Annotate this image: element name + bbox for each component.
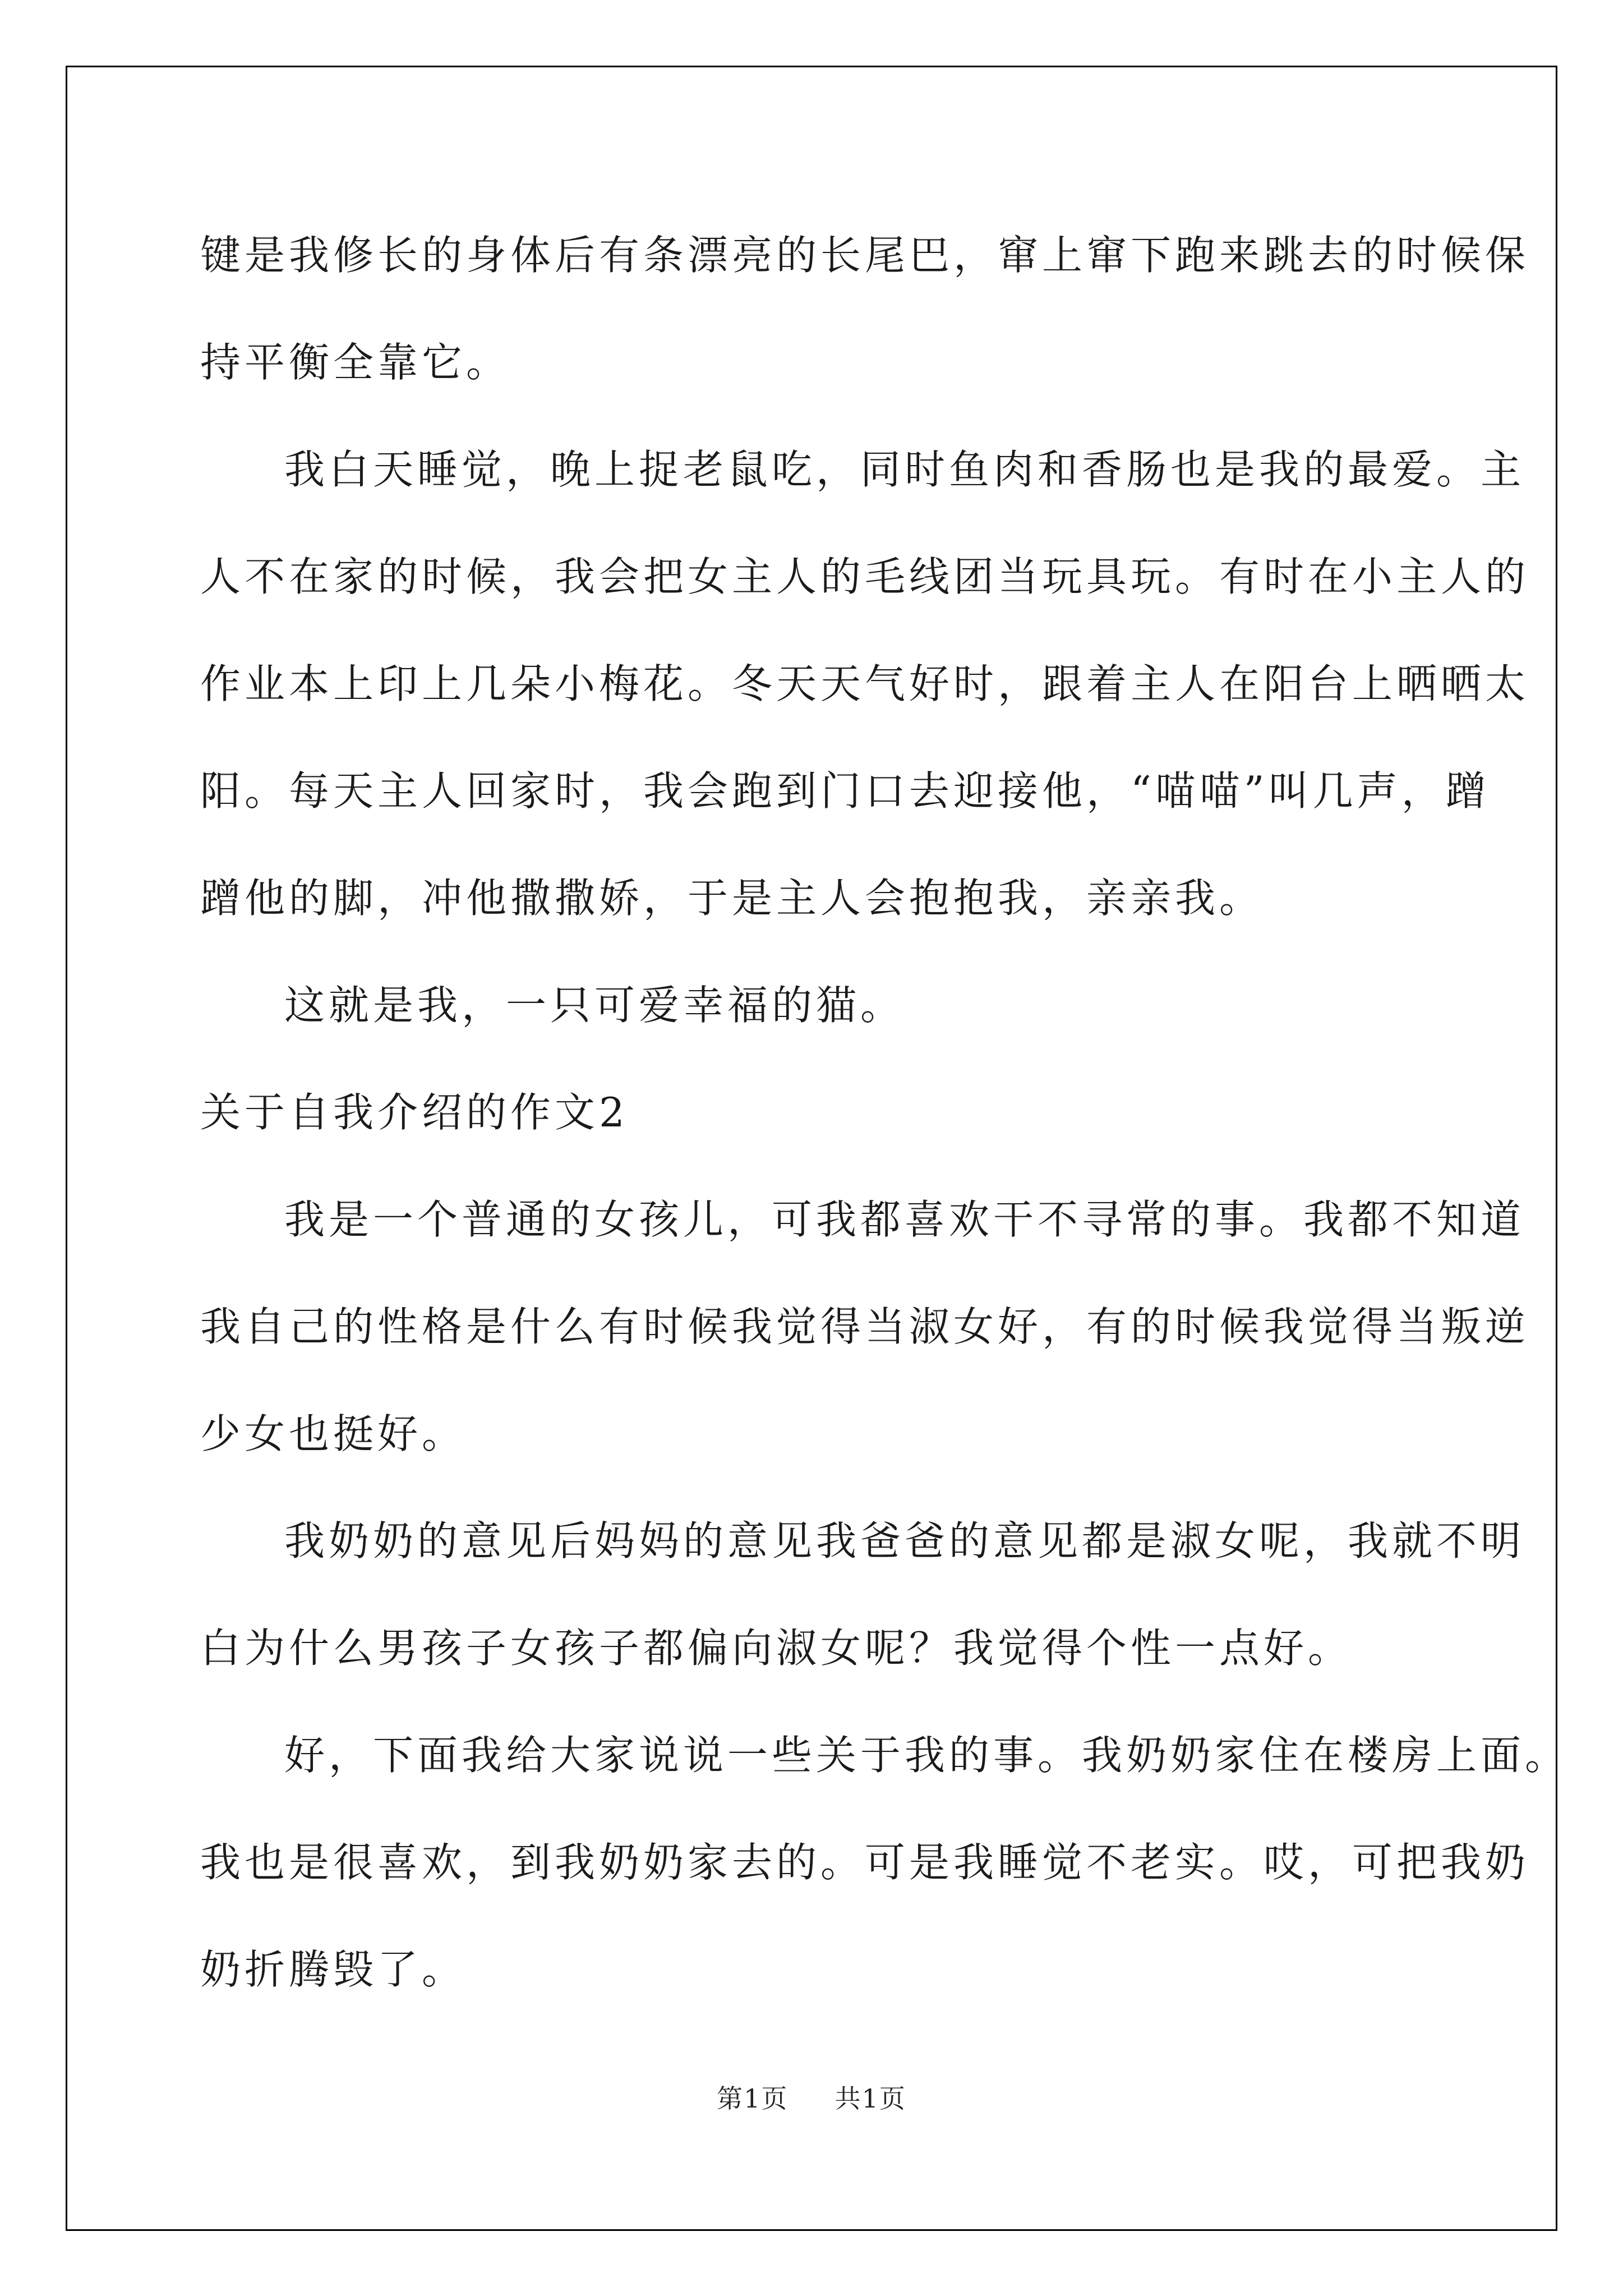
paragraph-line: 这就是我，一只可爱幸福的猫。 bbox=[284, 982, 905, 1029]
section-title: 关于自我介绍的作文2 bbox=[200, 1089, 629, 1136]
paragraph-line: 我是一个普通的女孩儿，可我都喜欢干不寻常的事。我都不知道 bbox=[284, 1196, 1525, 1243]
paragraph-line: 少女也挺好。 bbox=[200, 1410, 467, 1457]
document-body bbox=[200, 202, 1570, 2023]
paragraph-line: 持平衡全靠它。 bbox=[200, 339, 511, 386]
paragraph-line: 蹭他的脚，冲他撒撒娇，于是主人会抱抱我，亲亲我。 bbox=[200, 875, 1264, 922]
paragraph-line: 我白天睡觉，晚上捉老鼠吃，同时鱼肉和香肠也是我的最爱。主 bbox=[284, 446, 1525, 493]
paragraph-line: 人不在家的时候，我会把女主人的毛线团当玩具玩。有时在小主人的 bbox=[200, 553, 1530, 600]
paragraph-line: 阳。每天主人回家时，我会跑到门口去迎接他，“喵喵”叫几声，蹭 bbox=[200, 767, 1490, 815]
paragraph-line: 键是我修长的身体后有条漂亮的长尾巴，窜上窜下跑来跳去的时候保 bbox=[200, 232, 1530, 279]
page-number-current: 第1页 bbox=[717, 2083, 789, 2114]
paragraph-line: 我奶奶的意见后妈妈的意见我爸爸的意见都是淑女呢，我就不明 bbox=[284, 1517, 1525, 1565]
paragraph-line: 奶折腾毁了。 bbox=[200, 1946, 467, 1993]
page-footer bbox=[0, 2078, 1623, 2115]
page-number-total: 共1页 bbox=[834, 2083, 906, 2114]
paragraph-line: 白为什么男孩子女孩子都偏向淑女呢？我觉得个性一点好。 bbox=[200, 1625, 1353, 1672]
paragraph-line: 我自己的性格是什么有时候我觉得当淑女好，有的时候我觉得当叛逆 bbox=[200, 1303, 1530, 1350]
paragraph-line: 好，下面我给大家说说一些关于我的事。我奶奶家住在楼房上面。 bbox=[284, 1732, 1570, 1779]
paragraph-line: 我也是很喜欢，到我奶奶家去的。可是我睡觉不老实。哎，可把我奶 bbox=[200, 1839, 1530, 1886]
paragraph-line: 作业本上印上几朵小梅花。冬天天气好时，跟着主人在阳台上晒晒太 bbox=[200, 660, 1530, 707]
